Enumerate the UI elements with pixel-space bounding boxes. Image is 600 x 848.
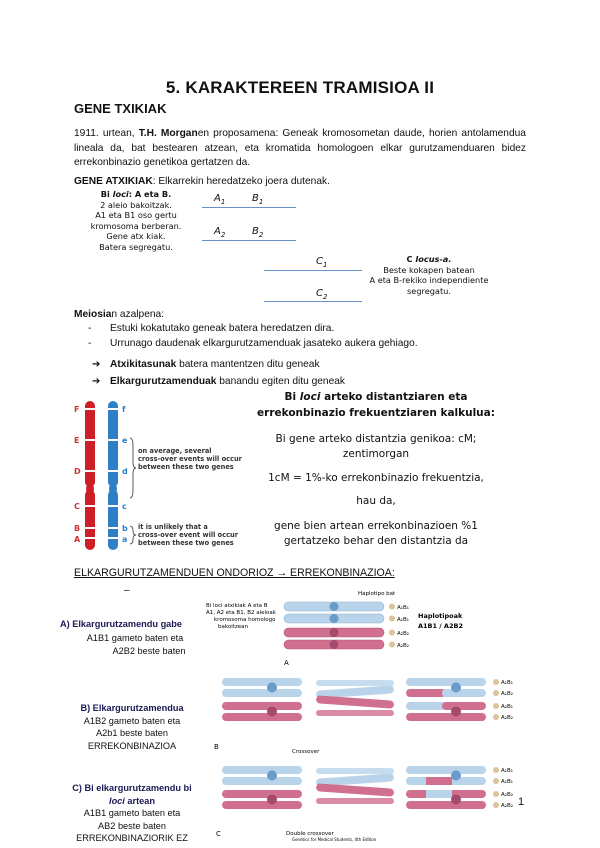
gene-label-c: C	[74, 502, 80, 511]
gamete-label: A₁B₁	[501, 680, 513, 686]
panel-c-letter: C	[216, 830, 221, 838]
list-item: ➔ Atxikitasunak batera mantentzen ditu geneak	[92, 357, 345, 374]
chromosome-line-2	[202, 240, 296, 241]
list-item: - Estuki kokatutako geneak batera heredatzen dira.	[88, 322, 418, 337]
gene-label-f-lower: f	[122, 405, 126, 414]
allele-c1: $C_1$	[316, 256, 328, 269]
locus-c-note	[365, 254, 493, 296]
panel-c-desc: C) Bi elkargurutzamendu bi loci artean A1B1 gameto baten eta AB2 beste baten ERREKONBINAZIORIK EZ	[72, 783, 192, 843]
gamete-label: A₁B₁	[397, 617, 409, 623]
gamete-label: A₂B₂	[501, 715, 513, 721]
note-line: gene bien artean errekonbinazioen %1	[274, 520, 478, 532]
crossover-caption: Crossover	[292, 749, 320, 755]
panel-a-chromosomes	[284, 602, 409, 649]
note-line: zentimorgan	[342, 448, 410, 460]
section-heading: GENE TXIKIAK	[74, 101, 167, 116]
panel-b-stage-3	[406, 678, 513, 721]
panel-a-note: Bi loci atxikiak A eta B	[206, 603, 268, 609]
figure-credit: Genetics for Medical Students, 4th Edition	[292, 837, 377, 842]
locus-c-line: Beste kokapen batean	[383, 264, 475, 275]
gamete-label: A₂B₁	[501, 704, 513, 710]
haplotypes-list: A1B1 / A2B2	[418, 622, 463, 630]
allele-b2: $B_2$	[252, 226, 264, 239]
page-title: 5. KARAKTEREEN TRAMISIOA II	[165, 78, 435, 97]
panel-b-stage-1	[222, 678, 302, 721]
linked-term: GENE ATXIKIAK	[74, 176, 153, 187]
list-item: - Urrunago daudenak elkargurutzamenduak jasateko aukera gehiago.	[88, 337, 418, 352]
loci-ab-line: kromosoma berberan.	[90, 220, 182, 231]
gene-label-b-lower: b	[122, 524, 128, 533]
allele-a2: $A_2$	[214, 226, 226, 239]
gene-label-a: A	[74, 535, 81, 544]
allele-c2: $C_2$	[316, 288, 328, 301]
meiosis-list	[88, 322, 418, 351]
note-far-line: on average, several	[138, 447, 212, 455]
page-number: 1	[518, 796, 525, 808]
recombination-section-title: ELKARGURUTZAMENDUEN ONDORIOZ → ERREKONBINAZIOA:	[74, 567, 395, 579]
note-line: Bi gene arteko distantzia genikoa: cM;	[275, 433, 477, 445]
loci-ab-line: Batera segregatu.	[99, 241, 173, 252]
loci-ab-note	[70, 189, 202, 252]
gene-label-e-lower: e	[122, 436, 128, 445]
note-far-line: between these two genes	[138, 463, 234, 471]
panel-a-title: A) Elkargurutzamendu gabe	[60, 619, 183, 629]
gamete-label: A₁B₁	[397, 605, 409, 611]
gamete-label: A₂B₂	[501, 803, 513, 809]
list-item: ➔ Elkargurutzamenduak banandu egiten ditu geneak	[92, 374, 345, 391]
allele-b1: $B_1$	[252, 193, 264, 206]
gene-label-c-lower: c	[122, 502, 127, 511]
note-near-line: cross-over event will occur	[138, 531, 238, 539]
note-title-2: errekonbinazio frekuentziaren kalkulua:	[257, 407, 495, 419]
gamete-label: A₂B₂	[397, 643, 409, 649]
locus-c-line: segregatu.	[407, 285, 451, 296]
note-title: Bi loci arteko distantziaren eta	[284, 391, 468, 403]
loci-ab-line: 2 aleio bakoitzak.	[100, 199, 172, 210]
haplotype-tag: Haplotipo bat	[358, 591, 396, 597]
gamete-label: A₂B₂	[397, 631, 409, 637]
note-far-line: cross-over events will occur	[138, 455, 242, 463]
gamete-label: A₁B₂	[501, 691, 513, 697]
panel-c-stage-1	[222, 766, 302, 809]
linked-genes-definition	[74, 176, 330, 187]
gene-label-f: F	[74, 405, 80, 414]
panel-c-stage-3	[406, 766, 513, 809]
gamete-label: A₁B₁	[501, 779, 513, 785]
crossover-diagram	[196, 588, 536, 846]
panel-b-stage-2	[316, 680, 394, 716]
panel-c-stage-2	[316, 768, 394, 804]
gene-label-d-lower: d	[122, 467, 128, 476]
bracket-near	[130, 526, 136, 544]
note-line: hau da,	[356, 495, 396, 507]
bracket-far	[130, 438, 136, 498]
note-line: gertatzeko behar den distantzia da	[283, 535, 469, 547]
gene-label-e: E	[74, 436, 80, 445]
intro-year: 1911. urtean,	[74, 128, 139, 139]
intro-author: T.H. Morgan	[138, 128, 198, 139]
linked-def: : Elkarrekin heredatzeko joera dutenak.	[152, 176, 330, 187]
panel-a-note: A1, A2 eta B1, B2 aleloak	[206, 610, 276, 616]
panel-a-desc: A1B1 gameto baten eta A2B2 beste baten	[86, 633, 186, 656]
note-near-line: between these two genes	[138, 539, 234, 547]
gamete-label: A₂B₂	[501, 792, 513, 798]
loci-ab-heading: Bi loci: A eta B.	[100, 189, 172, 199]
loci-ab-line: A1 eta B1 oso gertu	[95, 210, 177, 220]
double-crossover-caption: Double crossover	[286, 831, 334, 837]
panel-b-desc: B) Elkargurutzamendua A1B2 gameto baten eta A2b1 beste baten ERREKONBINAZIOA	[80, 703, 184, 751]
locus-c-line: A eta B-rekiko independiente	[369, 275, 489, 285]
chromosome-line-1	[202, 207, 296, 208]
meiosis-heading: Meiosian azalpena:	[74, 309, 165, 320]
intro-rest: en proposamena: Geneak kromosometan daude, horien antolamendua lineala da, bat bestearen atzean, eta kromatida homologoen elkar gurutzamenduaren bidez errekonbinazio genetikoa gertatzen da.	[74, 128, 526, 168]
stray-dash: –	[124, 585, 130, 596]
panel-a-letter: A	[284, 659, 289, 667]
locus-c-heading: C locus-a.	[406, 254, 452, 264]
intro-paragraph	[74, 127, 526, 171]
consequence-list	[92, 357, 345, 390]
gamete-label: A₁B₁	[501, 768, 513, 774]
gene-label-b: B	[74, 524, 81, 533]
panel-a-note: bakoitzean	[218, 624, 249, 630]
chromosome-line-3	[264, 270, 362, 271]
panel-a-note: kromosoma homologo	[214, 617, 276, 623]
gene-label-d: D	[74, 467, 81, 476]
chromosome-figure	[66, 398, 266, 558]
chromosome-line-4	[264, 301, 362, 302]
loci-ab-line: Gene atx kiak.	[106, 231, 166, 241]
gene-label-a-lower: a	[122, 535, 128, 544]
haplotypes-title: Haplotipoak	[418, 612, 463, 620]
note-near-line: it is unlikely that a	[138, 523, 208, 531]
note-line: 1cM = 1%-ko errekonbinazio frekuentzia,	[268, 472, 484, 484]
allele-a1: $A_1$	[214, 193, 226, 206]
panel-b-letter: B	[214, 743, 219, 751]
distance-calculation-note	[246, 389, 506, 549]
